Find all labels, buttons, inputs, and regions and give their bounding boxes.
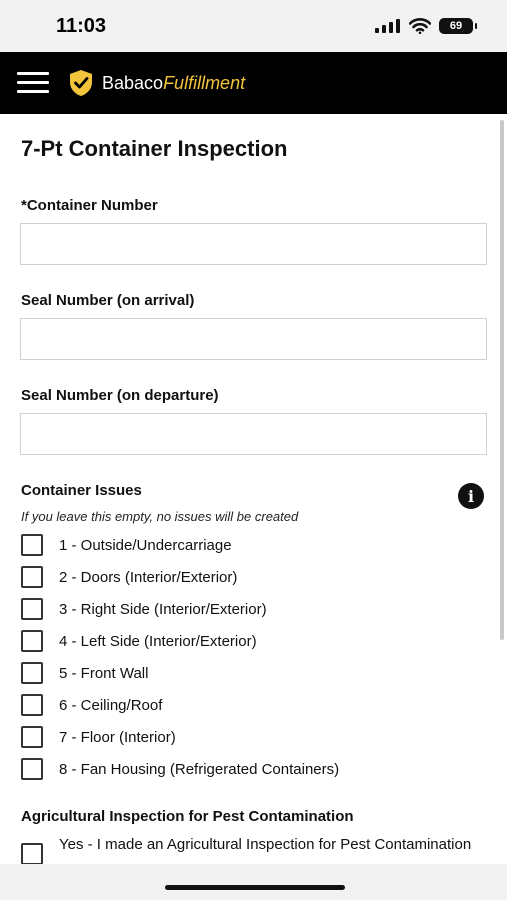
- issue-checkbox[interactable]: [21, 758, 43, 780]
- issue-checkbox[interactable]: [21, 566, 43, 588]
- issue-item[interactable]: [21, 566, 237, 588]
- hamburger-menu-icon[interactable]: [17, 72, 49, 94]
- seal-departure-label: Seal Number (on departure): [21, 387, 219, 404]
- scrollbar[interactable]: [500, 120, 504, 640]
- home-indicator[interactable]: [165, 885, 345, 890]
- home-indicator-area: [0, 864, 507, 900]
- container-number-label: *Container Number: [21, 197, 158, 214]
- status-time: 11:03: [56, 15, 107, 37]
- battery-icon: [439, 18, 473, 34]
- container-issues-hint: If you leave this empty, no issues will be created: [21, 509, 299, 524]
- issue-item[interactable]: [21, 758, 339, 780]
- issue-item[interactable]: [21, 630, 257, 652]
- issue-label: 3 - Right Side (Interior/Exterior): [59, 600, 267, 618]
- cellular-signal-icon: [375, 19, 401, 33]
- agricultural-inspection-label: Agricultural Inspection for Pest Contamination: [21, 808, 354, 825]
- seal-departure-input[interactable]: [20, 413, 487, 455]
- issue-item[interactable]: [21, 694, 162, 716]
- agricultural-checkbox[interactable]: [21, 843, 43, 864]
- issue-label: 1 - Outside/Undercarriage: [59, 536, 232, 554]
- seal-arrival-label: Seal Number (on arrival): [21, 292, 195, 309]
- wifi-icon: [409, 18, 431, 34]
- issue-label: 6 - Ceiling/Roof: [59, 696, 163, 714]
- info-icon[interactable]: i: [458, 483, 484, 509]
- issue-item[interactable]: [21, 598, 267, 620]
- issue-checkbox[interactable]: [21, 534, 43, 556]
- inspection-form: [0, 114, 507, 864]
- container-issues-label: Container Issues: [21, 482, 142, 499]
- shield-check-icon: [68, 69, 94, 97]
- container-number-input[interactable]: [20, 223, 487, 265]
- agricultural-option-label: Yes - I made an Agricultural Inspection for Pest Contamination: [59, 836, 472, 853]
- page-title: 7-Pt Container Inspection: [21, 136, 288, 161]
- issue-label: 8 - Fan Housing (Refrigerated Containers): [59, 760, 340, 778]
- issue-checkbox[interactable]: [21, 662, 43, 684]
- issue-item[interactable]: [21, 534, 232, 556]
- brand-logo: [68, 69, 245, 97]
- issue-checkbox[interactable]: [21, 694, 43, 716]
- brand-accent: Fulfillment: [163, 72, 246, 93]
- status-bar: [0, 0, 507, 52]
- issue-checkbox[interactable]: [21, 726, 43, 748]
- status-icons: [375, 18, 473, 34]
- issue-item[interactable]: [21, 662, 148, 684]
- issue-checkbox[interactable]: [21, 630, 43, 652]
- seal-arrival-input[interactable]: [20, 318, 487, 360]
- brand-name: [102, 73, 245, 94]
- issue-label: 2 - Doors (Interior/Exterior): [59, 568, 238, 586]
- issue-label: 7 - Floor (Interior): [59, 728, 176, 746]
- app-header: [0, 52, 507, 114]
- issue-item[interactable]: [21, 726, 176, 748]
- battery-level: 69: [449, 20, 463, 32]
- brand-primary: Babaco: [102, 72, 164, 93]
- issue-label: 5 - Front Wall: [59, 664, 149, 682]
- issue-label: 4 - Left Side (Interior/Exterior): [59, 632, 257, 650]
- issue-checkbox[interactable]: [21, 598, 43, 620]
